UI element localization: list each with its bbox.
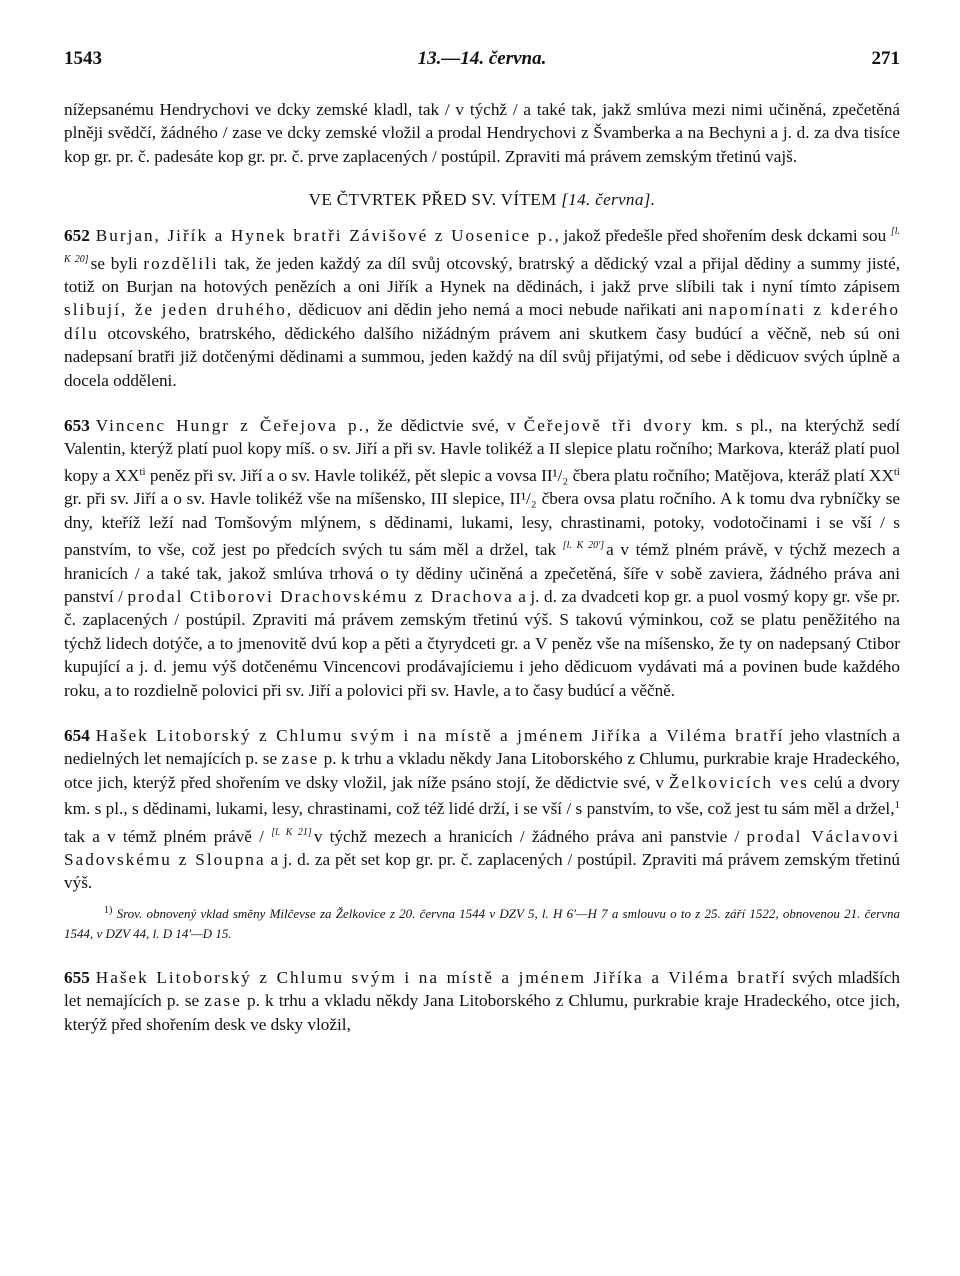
entry-text: km. s pl., na kterýchž sedí Valentin, kterýž platí puol kopy míš. o sv. Jiří a při sv. Havle tolikéž a II slepice platu ročního; Markova, kteráž platí puol kopy a XX <box>64 416 900 485</box>
running-date-title: 13.—14. června. <box>417 48 547 69</box>
document-page <box>64 44 900 1036</box>
entry-652 <box>64 220 900 392</box>
entry-number: 653 <box>64 416 90 436</box>
entry-text: , že dědictvie své, v <box>364 416 524 436</box>
superscript: ti <box>893 465 900 478</box>
entry-text: jeho vlastních a nedielných let nemajících p. se <box>64 725 900 769</box>
intro-paragraph: nížepsanému Hendrychovi ve dcky zemské kladl, tak / v týchž / a také tak, jakž smlúva mezi nimi učiněná, zpečetěná plněji svědčí, žádného / zase ve dcky zemské vložil a prodal Hendrychovi z Švamberka a na Bechyni a j. d. za dva tisíce kop gr. pr. č. padesáte kop gr. pr. č. prve zaplacených / postúpil. Zpraviti má právem zemským třetinú vajš. <box>64 100 900 166</box>
spaced-term: rozdělili <box>143 253 219 273</box>
entry-number: 654 <box>64 725 90 745</box>
entry-party: Vincenc Hungr z Čeřejova p. <box>95 416 365 436</box>
entry-number: 652 <box>64 226 90 246</box>
section-heading-text: VE ČTVRTEK PŘED SV. VÍTEM <box>308 190 557 210</box>
entry-number: 655 <box>64 967 90 987</box>
entry-text: tak, že jeden každý za díl svůj otcovský, bratrský a dědický vzal a přijal dědiny a summy jisté, totiž on Burjan na hotových penězích a oni Jiřík a Hynek na dědinách, i jakž prve slíbili tak i nyní tímto zápisem <box>64 253 901 297</box>
spaced-term: prodal Václavovi Sadovskému z Sloupna <box>64 826 900 869</box>
entry-text: tak a v témž plném právě / <box>64 826 272 846</box>
spaced-term: zase <box>281 749 320 769</box>
entry-text: a v témž plném právě, v týchž mezech a hranicích / a také tak, jakož smlúva trhová o ty dědiny učiněná a zpečetěná, šíře v sobě zaviera, žádného práva ani panství / <box>64 540 900 606</box>
folio-reference: [l. K 20] <box>64 226 900 265</box>
entry-party: Burjan, Jiřík a Hynek bratři Závišové z Uosenice p. <box>95 226 555 246</box>
entry-655 <box>64 966 900 1036</box>
spaced-term: Hašek Litoborský z Chlumu svým i na místě a jménem Jiříka a Viléma bratří <box>95 725 785 745</box>
fraction: ¹/₂ <box>520 489 537 509</box>
section-heading-date: [14. června]. <box>561 190 656 210</box>
entry-text: otcovského, bratrského, dědického dalšího nižádným právem ani skutkem časy budúcí a věčně, neb sú oni nadepsaní bratři již dotčenými dědinami a summou, jeden každý na díl svůj přijatými, od sebe i dědicuov svých úplně a docela odděleni. <box>64 323 900 390</box>
entry-text: a j. d. za pět set kop gr. pr. č. zaplacených / postúpil. Zpraviti má právem zemským třetinú výš. <box>64 849 901 893</box>
entry-text: celú a dvory km. s pl., s dědinami, lukami, lesy, chrastinami, což též lidé drží, i se vší / s panstvím, to vše, což jest tu sám měl a držel, <box>64 772 900 819</box>
entry-text: p. k trhu a vkladu někdy Jana Litoborského z Chlumu, purkrabie kraje Hradeckého, otce jich, kterýž před shořením desk ve dsky vložil, <box>64 991 900 1034</box>
page-header <box>64 44 900 74</box>
entry-text: , jakož předešle před shořením desk dckami sou <box>554 226 887 246</box>
entry-text: se byli <box>90 253 144 273</box>
spaced-term: prodal Ctiborovi Drachovskému z Drachova <box>127 586 514 606</box>
entry-text: a j. d. za dvadceti kop gr. a puol vosmý kopy gr. vše pr. č. zaplacených / postúpil. Zpraviti má právem zemským třetinú výš. S takovú výminkou, což se platu peněžitého na týchž lidech dotýče, a to jmenovitě dvú kop a pěti a čtyrydceti gr. a V peněz vše na míšensko, že ty on nadepsaný Ctibor kupující a j. d. jemu výš dotčenému Vincencovi prodávajíciemu i jeho dědicuom vydávati má a povinen bude každého roku, a to rozdielně polovici při sv. Jiří a polovici při sv. Havle, a to časy budúcí a věčně. <box>64 586 900 700</box>
footnote-text: Srov. obnovený vklad směny Milčevse za Želkovice z 20. června 1544 v DZV 5, l. H 6'—H 7 a smlouvu o to z 25. září 1522, obnovenou 21. června 1544, v DZV 44, l. D 14'—D 15. <box>64 905 900 941</box>
entry-text: p. k trhu a vkladu někdy Jana Litoborského z Chlumu, purkrabie kraje Hradeckého, otce jich, kterýž před shořením ve dsky vložil, jak níže psáno stojí, že dědictvie své, v <box>64 749 900 792</box>
spaced-term: napomínati z kderého dílu <box>64 300 900 343</box>
spaced-term: slibují, že jeden druhého, <box>64 300 294 320</box>
folio-reference: [l. K 20'] <box>562 540 605 552</box>
entry-text: čbera ovsa platu ročního. A k tomu dva rybníčky se dny, kteříž leží nad Tomšovým mlýnem, s dědinami, lukami, lesy, chrastinami, potoky, vodotočinami i se vší / s panstvím, to vše, což jest po předcích svých tu sám měl a držel, tak <box>64 489 901 560</box>
folio-reference: [l. K 21] <box>271 826 312 838</box>
spaced-term: Čeřejově tři dvory <box>523 416 694 436</box>
entry-text: peněz při sv. Jiří a o sv. Havle tolikéž, pět slepic a vovsa II <box>145 465 553 485</box>
footnote-mark: 1) <box>104 904 113 916</box>
spaced-term: Hašek Litoborský z Chlumu svým i na místě a jménem Jiříka a Viléma bratří <box>95 967 787 987</box>
section-heading <box>64 190 900 210</box>
footnote <box>64 901 900 944</box>
spaced-term: zase <box>204 991 242 1011</box>
entry-text: gr. při sv. Jiří a o sv. Havle tolikéž vše na míšensko, III slepice, II <box>64 489 521 509</box>
entry-text: čbera platu ročního; Matějova, kteráž platí XX <box>568 465 894 485</box>
page-number: 271 <box>871 48 900 69</box>
entry-text: svých mladších let nemajících p. se <box>64 967 900 1011</box>
superscript: ti <box>139 465 146 478</box>
year-label: 1543 <box>64 48 102 69</box>
fraction: ¹/₂ <box>552 465 569 485</box>
entry-654 <box>64 724 900 895</box>
footnote-marker: 1 <box>894 799 900 812</box>
entry-text: v týchž mezech a hranicích / žádného práva ani panstvie / <box>313 826 747 846</box>
entry-653 <box>64 414 900 702</box>
spaced-term: Želkovicích ves <box>668 772 809 792</box>
entry-text: dědicuov ani dědin jeho nemá a moci nebude nařikati ani <box>293 300 709 320</box>
